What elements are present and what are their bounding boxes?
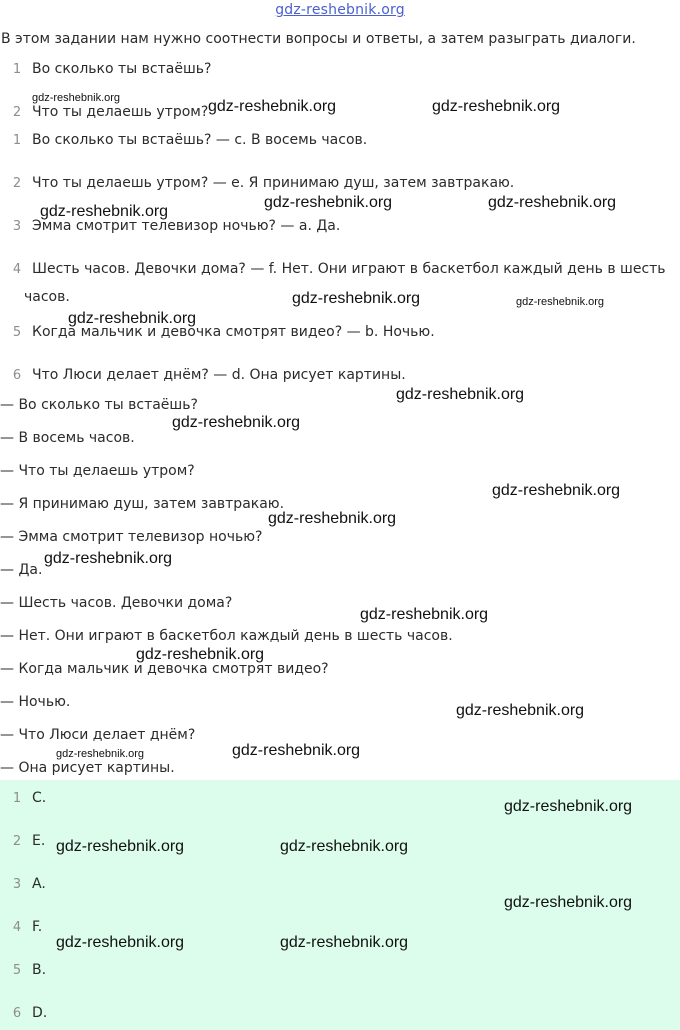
watermark: gdz-reshebnik.org — [504, 798, 633, 815]
watermark: gdz-reshebnik.org — [432, 98, 561, 115]
watermark: gdz-reshebnik.org — [492, 482, 621, 499]
answer-letter: B. — [32, 962, 47, 978]
watermark: gdz-reshebnik.org — [172, 414, 301, 431]
answer-number: 4 — [12, 920, 22, 935]
watermark: gdz-reshebnik.org — [68, 310, 197, 327]
dialogue-line: — Во сколько ты встаёшь? — [0, 397, 198, 413]
question-text: Во сколько ты встаёшь? — [32, 61, 212, 77]
watermark: gdz-reshebnik.org — [44, 550, 173, 567]
dialogue-line: — Что ты делаешь утром? — [0, 463, 195, 479]
answer-letter: A. — [32, 876, 46, 892]
match-text: Шесть часов. Девочки дома? — f. Нет. Они играют в баскетбол каждый день в шесть — [32, 261, 666, 277]
watermark: gdz-reshebnik.org — [280, 838, 409, 855]
answer-letter: C. — [32, 790, 47, 806]
dialogue-line: — Когда мальчик и девочка смотрят видео? — [0, 661, 329, 677]
watermark: gdz-reshebnik.org — [32, 92, 121, 104]
watermark: gdz-reshebnik.org — [360, 606, 489, 623]
dialogue-line: — Она рисует картины. — [0, 760, 175, 776]
match-text: Когда мальчик и девочка смотрят видео? — b. Ночью. — [32, 324, 435, 340]
answer-number: 5 — [12, 963, 22, 978]
match-number: 2 — [12, 176, 22, 191]
dialogue-line: — В восемь часов. — [0, 430, 135, 446]
match-text: Что Люси делает днём? — d. Она рисует картины. — [32, 367, 406, 383]
match-text: Во сколько ты встаёшь? — c. В восемь часов. — [32, 132, 368, 148]
question-number: 1 — [12, 62, 22, 77]
question-number: 2 — [12, 105, 22, 120]
match-number: 5 — [12, 325, 22, 340]
watermark: gdz-reshebnik.org — [488, 194, 617, 211]
match-number: 3 — [12, 219, 22, 234]
answer-number: 1 — [12, 791, 22, 806]
watermark: gdz-reshebnik.org — [208, 98, 337, 115]
dialogue-line: — Нет. Они играют в баскетбол каждый день в шесть часов. — [0, 628, 453, 644]
watermark: gdz-reshebnik.org — [264, 194, 393, 211]
watermark: gdz-reshebnik.org — [40, 203, 169, 220]
watermark: gdz-reshebnik.org — [504, 894, 633, 911]
answer-letter: F. — [32, 919, 43, 935]
watermark: gdz-reshebnik.org — [268, 510, 397, 527]
dialogue-line: — Эмма смотрит телевизор ночью? — [0, 529, 263, 545]
site-logo[interactable]: gdz-reshebnik.org — [275, 2, 405, 18]
watermark: gdz-reshebnik.org — [516, 296, 605, 308]
match-text: Что ты делаешь утром? — e. Я принимаю душ, затем завтракаю. — [32, 175, 515, 191]
answer-letter: E. — [32, 833, 46, 849]
dialogue-line: — Ночью. — [0, 694, 71, 710]
watermark: gdz-reshebnik.org — [396, 386, 525, 403]
watermark: gdz-reshebnik.org — [232, 742, 361, 759]
watermark: gdz-reshebnik.org — [136, 646, 265, 663]
watermark: gdz-reshebnik.org — [292, 290, 421, 307]
task-intro: В этом задании нам нужно соотнести вопросы и ответы, а затем разыграть диалоги. — [1, 31, 636, 47]
watermark: gdz-reshebnik.org — [56, 934, 185, 951]
dialogue-line: — Шесть часов. Девочки дома? — [0, 595, 233, 611]
match-number: 6 — [12, 368, 22, 383]
watermark: gdz-reshebnik.org — [56, 748, 145, 760]
answer-letter: D. — [32, 1005, 48, 1021]
dialogue-line: — Что Люси делает днём? — [0, 727, 196, 743]
question-text: Что ты делаешь утром? — [32, 104, 209, 120]
dialogue-line: — Я принимаю душ, затем завтракаю. — [0, 496, 285, 512]
watermark: gdz-reshebnik.org — [456, 702, 585, 719]
dialogue-line: — Да. — [0, 562, 43, 578]
match-text-continuation: часов. — [24, 289, 70, 305]
answer-number: 6 — [12, 1006, 22, 1021]
match-number: 4 — [12, 262, 22, 277]
answer-number: 2 — [12, 834, 22, 849]
match-text: Эмма смотрит телевизор ночью? — a. Да. — [32, 218, 341, 234]
watermark: gdz-reshebnik.org — [56, 838, 185, 855]
watermark: gdz-reshebnik.org — [280, 934, 409, 951]
answer-number: 3 — [12, 877, 22, 892]
match-number: 1 — [12, 133, 22, 148]
